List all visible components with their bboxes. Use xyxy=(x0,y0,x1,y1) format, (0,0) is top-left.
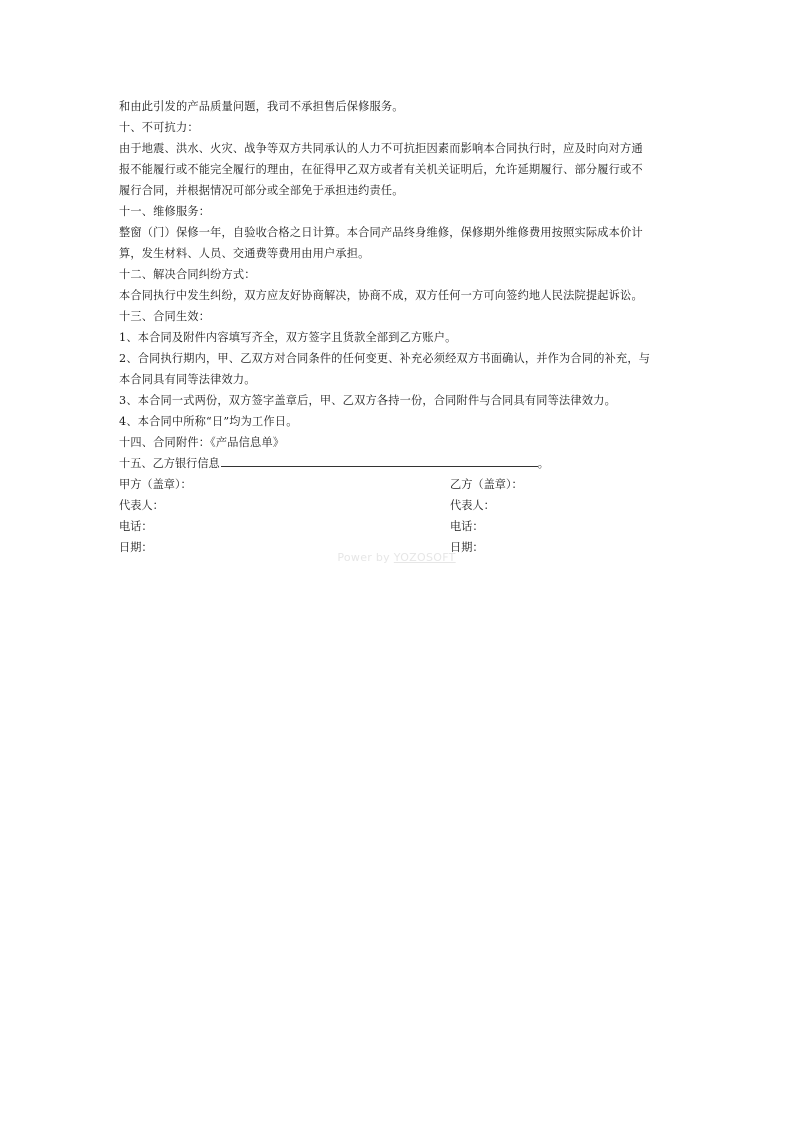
bank-info-label: 十五、乙方银行信息 xyxy=(119,457,220,470)
signature-row-phone xyxy=(119,516,679,537)
bank-info-line xyxy=(119,453,679,474)
party-b-representative-label: 代表人： xyxy=(450,499,495,512)
text-line: 整窗（门）保修一年，自验收合格之日计算。本合同产品终身维修，保修期外维修费用按照实际成本价计 xyxy=(119,226,643,239)
party-a-seal-label: 甲方（盖章）： xyxy=(119,478,192,491)
party-a-phone-label: 电话： xyxy=(119,520,153,533)
party-b-seal-label: 乙方（盖章）： xyxy=(450,478,523,491)
text-line: 由于地震、洪水、火灾、战争等双方共同承认的人力不可抗拒因素而影响本合同执行时，应及时向对方通 xyxy=(119,142,643,155)
watermark-prefix: Power by xyxy=(337,551,394,564)
text-line: 3、本合同一式两份，双方签字盖章后，甲、乙双方各持一份，合同附件与合同具有同等法律效力。 xyxy=(119,394,616,407)
text-line: 算，发生材料、人员、交通费等费用由用户承担。 xyxy=(119,247,370,260)
text-line: 本合同具有同等法律效力。 xyxy=(119,373,256,386)
party-a-representative-label: 代表人： xyxy=(119,499,164,512)
party-a-date-label: 日期： xyxy=(119,541,153,554)
text-line: 履行合同，并根据情况可部分或全部免于承担违约责任。 xyxy=(119,184,404,197)
text-line: 2、合同执行期内，甲、乙双方对合同条件的任何变更、补充必须经双方书面确认，并作为合同的补充，与 xyxy=(119,352,651,365)
text-line: 本合同执行中发生纠纷，双方应友好协商解决，协商不成，双方任何一方可向签约地人民法院提起诉讼。 xyxy=(119,289,643,302)
text-line: 和由此引发的产品质量问题，我司不承担售后保修服务。 xyxy=(119,100,404,113)
party-b-phone-label: 电话： xyxy=(450,520,484,533)
text-line: 1、本合同及附件内容填写齐全，双方签字且货款全部到乙方账户。 xyxy=(119,331,457,344)
watermark xyxy=(0,551,793,564)
watermark-brand-link[interactable]: YOZOSOFT xyxy=(393,551,456,564)
contract-body xyxy=(119,96,679,558)
bank-info-blank xyxy=(221,453,538,467)
section-heading-force-majeure: 十、不可抗力： xyxy=(119,121,199,134)
text-line: 4、本合同中所称“日”均为工作日。 xyxy=(119,415,298,428)
bank-info-period: 。 xyxy=(537,457,549,470)
text-line: 报不能履行或不能完全履行的理由，在征得甲乙双方或者有关机关证明后，允许延期履行、部分履行或不 xyxy=(119,163,643,176)
signature-row-representative xyxy=(119,495,679,516)
section-heading-effectiveness: 十三、合同生效： xyxy=(119,310,211,323)
section-heading-maintenance: 十一、维修服务： xyxy=(119,205,211,218)
section-heading-attachments: 十四、合同附件：《产品信息单》 xyxy=(119,436,285,449)
signature-row-party xyxy=(119,474,679,495)
party-b-date-label: 日期： xyxy=(450,541,484,554)
section-heading-dispute: 十二、解决合同纠纷方式： xyxy=(119,268,256,281)
